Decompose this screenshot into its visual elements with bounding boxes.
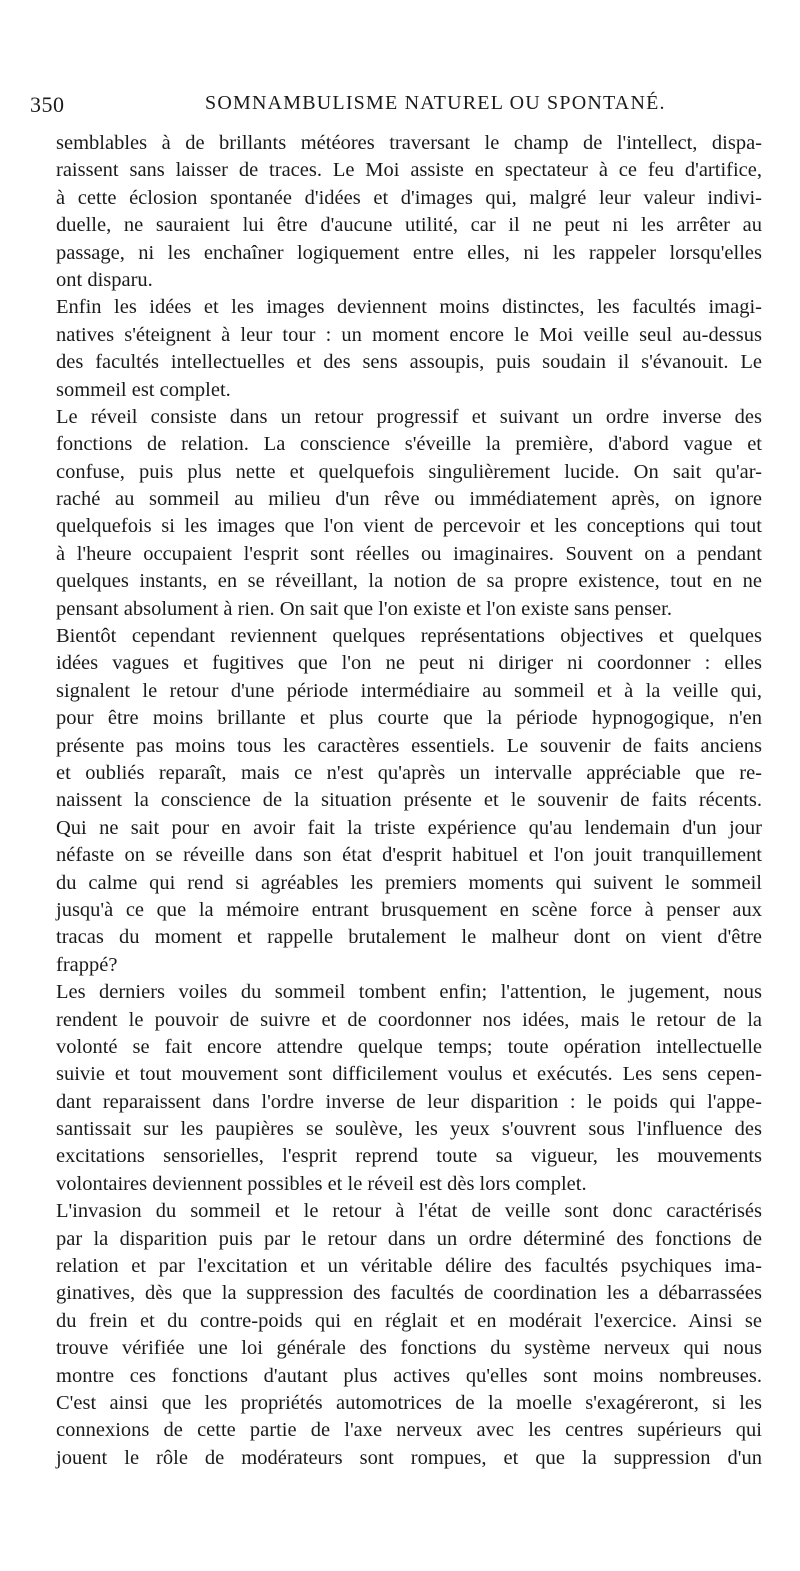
text-line: et oubliés reparaît, mais ce n'est qu'après un intervalle appréciable que re- <box>56 761 762 784</box>
text-line: quelquefois si les images que l'on vient de percevoir et les conceptions qui tout <box>56 515 762 538</box>
text-line: dant reparaissent dans l'ordre inverse de leur disparition : le poids qui l'appe- <box>56 1090 762 1113</box>
text-line: à cette éclosion spontanée d'idées et d'images qui, malgré leur valeur indivi- <box>56 186 762 209</box>
text-line: raché au sommeil au milieu d'un rêve ou immédiatement après, on ignore <box>56 488 762 511</box>
text-line: par la disparition puis par le retour dans un ordre déterminé des fonctions de <box>56 1227 762 1250</box>
text-line: tracas du moment et rappelle brutalement le malheur dont on vient d'être <box>56 926 762 949</box>
text-line: quelques instants, en se réveillant, la notion de sa propre existence, tout en ne <box>56 570 762 593</box>
text-line: montre ces fonctions d'autant plus actives qu'elles sont moins nombreuses. <box>56 1364 762 1387</box>
text-line: jouent le rôle de modérateurs sont rompues, et que la suppression d'un <box>56 1446 762 1469</box>
text-line: ont disparu. <box>56 268 153 291</box>
text-line: volontaires deviennent possibles et le réveil est dès lors complet. <box>56 1172 587 1195</box>
body-text <box>56 130 762 1472</box>
text-line: confuse, puis plus nette et quelquefois singulièrement lucide. On sait qu'ar- <box>56 460 762 483</box>
text-line: fonctions de relation. La conscience s'éveille la première, d'abord vague et <box>56 433 762 456</box>
text-line: présente pas moins tous les caractères essentiels. Le souvenir de faits anciens <box>56 734 762 757</box>
text-line: suivie et tout mouvement sont difficilement voulus et exécutés. Les sens cepen- <box>56 1063 762 1086</box>
page-number: 350 <box>30 92 65 117</box>
text-line: Enfin les idées et les images deviennent moins distinctes, les facultés imagi- <box>56 296 762 319</box>
text-line: pensant absolument à rien. On sait que l'on existe et l'on existe sans penser. <box>56 597 672 620</box>
text-line: raissent sans laisser de traces. Le Moi assiste en spectateur à ce feu d'artifice, <box>56 159 762 182</box>
text-line: semblables à de brillants météores traversant le champ de l'intellect, dispa- <box>56 132 762 154</box>
text-line: du calme qui rend si agréables les premiers moments qui suivent le sommeil <box>56 871 762 894</box>
text-line: à l'heure occupaient l'esprit sont réelles ou imaginaires. Souvent on a pendant <box>56 542 762 565</box>
text-line: naissent la conscience de la situation présente et le souvenir de faits récents. <box>56 789 762 812</box>
text-line: rendent le pouvoir de suivre et de coordonner nos idées, mais le retour de la <box>56 1008 762 1031</box>
text-line: connexions de cette partie de l'axe nerveux avec les centres supérieurs qui <box>56 1419 762 1442</box>
text-line: excitations sensorielles, l'esprit reprend toute sa vigueur, les mouvements <box>56 1145 762 1168</box>
text-line: natives s'éteignent à leur tour : un moment encore le Moi veille seul au-dessus <box>56 323 762 346</box>
text-line: du frein et du contre-poids qui en réglait et en modérait l'exercice. Ainsi se <box>56 1309 762 1332</box>
text-line: jusqu'à ce que la mémoire entrant brusquement en scène force à penser aux <box>56 898 762 921</box>
text-line: duelle, ne sauraient lui être d'aucune utilité, car il ne peut ni les arrêter au <box>56 214 762 237</box>
text-line: C'est ainsi que les propriétés automotrices de la moelle s'exagéreront, si les <box>56 1391 762 1414</box>
text-line: des facultés intellectuelles et des sens assoupis, puis soudain il s'évanouit. Le <box>56 351 762 374</box>
text-line: santissait sur les paupières se soulève, les yeux s'ouvrent sous l'influence des <box>56 1118 762 1141</box>
page-header <box>30 92 770 122</box>
text-line: signalent le retour d'une période intermédiaire au sommeil et à la veille qui, <box>56 679 762 702</box>
text-line: Qui ne sait pour en avoir fait la triste expérience qu'au lendemain d'un jour <box>56 816 762 839</box>
text-line: ginatives, dès que la suppression des facultés de coordination les a débarrassées <box>56 1282 762 1305</box>
text-line: relation et par l'excitation et un véritable délire des facultés psychiques ima- <box>56 1255 762 1278</box>
text-line: néfaste on se réveille dans son état d'esprit habituel et l'on jouit tranquillement <box>56 844 762 867</box>
text-line: pour être moins brillante et plus courte que la période hypnogogique, n'en <box>56 707 762 730</box>
text-line: passage, ni les enchaîner logiquement entre elles, ni les rappeler lorsqu'elles <box>56 241 762 264</box>
text-line: sommeil est complet. <box>56 378 231 401</box>
text-line: volonté se fait encore attendre quelque temps; toute opération intellectuelle <box>56 1035 762 1058</box>
running-title: SOMNAMBULISME NATUREL OU SPONTANÉ. <box>205 92 666 114</box>
text-line: frappé? <box>56 953 118 976</box>
text-line: Les derniers voiles du sommeil tombent enfin; l'attention, le jugement, nous <box>56 981 762 1004</box>
text-line: idées vagues et fugitives que l'on ne peut ni diriger ni coordonner : elles <box>56 652 762 675</box>
text-line: Le réveil consiste dans un retour progressif et suivant un ordre inverse des <box>56 405 762 428</box>
text-line: Bientôt cependant reviennent quelques représentations objectives et quelques <box>56 625 762 648</box>
text-line: L'invasion du sommeil et le retour à l'état de veille sont donc caractérisés <box>56 1200 762 1223</box>
text-line: trouve vérifiée une loi générale des fonctions du système nerveux qui nous <box>56 1337 762 1360</box>
